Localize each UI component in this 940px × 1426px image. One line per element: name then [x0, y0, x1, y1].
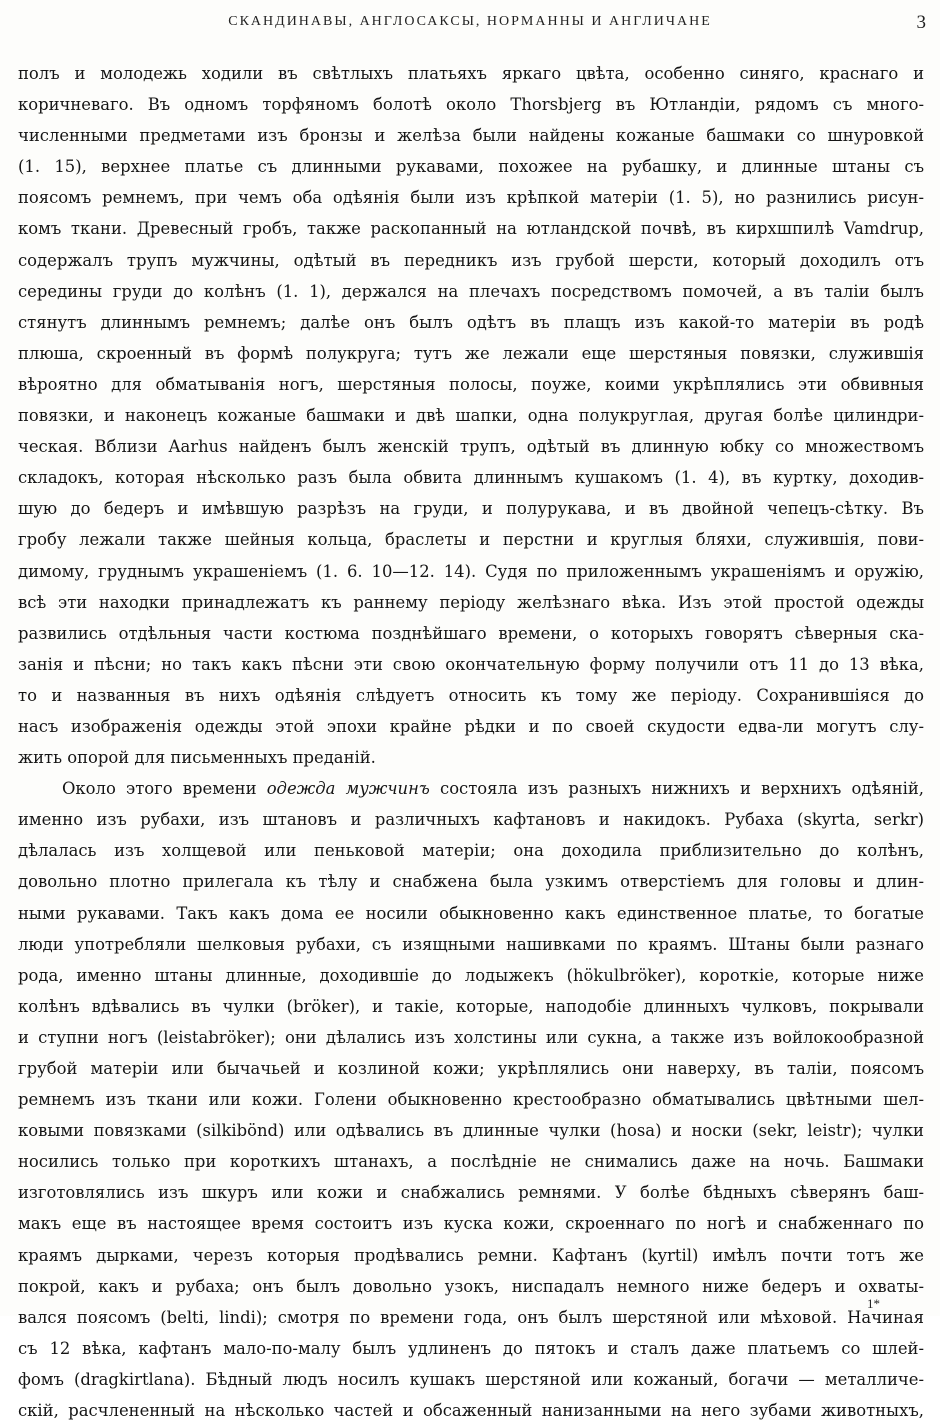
text-line: ковыми повязками (silkibönd) или одѣвались въ длинные чулки (hosa) и носки (sekr, leistr); чулки [18, 1121, 924, 1141]
italic-term: одежда мужчинъ [266, 779, 430, 799]
text-line: повязки, и наконецъ кожаные башмаки и двѣ шапки, одна полукруглая, другая болѣе цилиндри- [18, 406, 924, 426]
text-line: вѣроятно для обматыванія ногъ, шерстяныя полосы, поуже, коими укрѣплялись эти обвивныя [18, 374, 924, 394]
running-title: СКАНДИНАВЫ, АНГЛОСАКСЫ, НОРМАННЫ И АНГЛИЧАНЕ [228, 14, 712, 29]
body-text [18, 58, 924, 1426]
text-line: грубой матеріи или бычачьей и козлиной кожи; укрѣплялись они наверху, въ таліи, поясомъ [18, 1059, 924, 1078]
text-line: (1. 15), верхнее платье съ длинными рукавами, похожее на рубашку, и длинные штаны съ [18, 157, 924, 177]
text-line: съ 12 вѣка, кафтанъ мало-по-малу былъ удлиненъ до пятокъ и сталъ даже платьемъ со шлей- [18, 1338, 924, 1358]
text-line: скій, расчлененный на нѣсколько частей и обсаженный нанизанными на него зубами животныхъ, [18, 1401, 924, 1421]
text-line: макъ еще въ настоящее время состоитъ изъ куска кожи, скроеннаго по ногѣ и снабженнаго по [18, 1214, 924, 1234]
text-line: середины груди до колѣнъ (1. 1), держался на плечахъ посредствомъ помочей, а въ таліи былъ [18, 281, 924, 301]
text-line: колѣнъ вдѣвались въ чулки (bröker), и такіе, которые, наподобіе длинныхъ чулковъ, покрывали [18, 996, 924, 1016]
text-line: то и названныя въ нихъ одѣянія слѣдуетъ относить къ тому же періоду. Сохранившіяся до [18, 685, 924, 705]
text-line: численными предметами изъ бронзы и желѣза были найдены кожаные башмаки со шнуровкой [18, 126, 924, 146]
text-line: и ступни ногъ (leistabröker); они дѣлались изъ холстины или сукна, а также изъ войлокообразной [18, 1027, 924, 1047]
page-number: 3 [916, 12, 926, 33]
text-line: люди употребляли шелковыя рубахи, съ изящными нашивками по краямъ. Штаны были разнаго [18, 934, 924, 954]
text-line: занія и пѣсни; но такъ какъ пѣсни эти свою окончательную форму получили отъ 11 до 13 вѣка, [18, 654, 924, 674]
signature-mark: 1* [867, 1296, 880, 1311]
text-line: развились отдѣльныя части костюма позднѣйшаго времени, о которыхъ говорятъ сѣверныя ска- [18, 623, 924, 643]
text-line: краямъ дырками, черезъ которыя продѣвались ремни. Кафтанъ (kyrtil) имѣлъ почти тотъ же [18, 1245, 924, 1265]
text-line: ными рукавами. Такъ какъ дома ее носили обыкновенно какъ единственное платье, то богатые [18, 903, 924, 923]
text-line: рода, именно штаны длинные, доходившіе до лодыжекъ (hökulbröker), короткіе, которые ниже [18, 965, 924, 985]
paragraph-first-line [18, 773, 924, 804]
text-line: димому, груднымъ украшеніемъ (1. 6. 10—12. 14). Судя по приложеннымъ украшеніямъ и оружію, [18, 561, 924, 581]
text-line: поясомъ ремнемъ, при чемъ оба одѣянія были изъ крѣпкой матеріи (1. 5), но разнились рисун- [18, 188, 924, 208]
text-line: гробу лежали также шейныя кольца, браслеты и перстни и круглыя бляхи, служившія, пови- [18, 530, 924, 550]
text-line: довольно плотно прилегала къ тѣлу и снабжена была узкимъ отверстіемъ для головы и длин- [18, 872, 924, 892]
text-line: фомъ (dragkirtlana). Бѣдный людъ носилъ кушакъ шерстяной или кожаный, богачи — металличе- [18, 1369, 924, 1389]
text-line: жить опорой для письменныхъ преданій. [18, 748, 376, 768]
text-line: комъ ткани. Древесный гробъ, также раскопанный на ютландской почвѣ, въ кирхшпилѣ Vamdrup, [18, 219, 924, 239]
text-line: коричневаго. Въ одномъ торфяномъ болотѣ около Thorsbjerg въ Ютландіи, рядомъ съ много- [18, 95, 924, 115]
text-line: складокъ, которая нѣсколько разъ была обвита длиннымъ кушакомъ (1. 4), въ куртку, доходив- [18, 468, 924, 488]
text-line: дѣлалась изъ холщевой или пеньковой матеріи; она доходила приблизительно до колѣнъ, [18, 841, 924, 861]
text-line: содержалъ трупъ мужчины, одѣтый въ передникъ изъ грубой шерсти, который доходилъ отъ [18, 250, 924, 270]
text-line: покрой, какъ и рубаха; онъ былъ довольно узокъ, ниспадалъ немного ниже бедеръ и охваты- [18, 1276, 924, 1296]
text-line: именно изъ рубахи, изъ штановъ и различныхъ кафтановъ и накидокъ. Рубаха (skyrta, serkr) [18, 810, 924, 830]
running-head [0, 12, 940, 38]
text-line: ческая. Вблизи Aarhus найденъ былъ женскій трупъ, одѣтый въ длинную юбку со множествомъ [18, 437, 924, 457]
text-line: полъ и молодежь ходили въ свѣтлыхъ платьяхъ яркаго цвѣта, особенно синяго, краснаго и [18, 64, 924, 83]
text-line: насъ изображенія одежды этой эпохи крайне рѣдки и по своей скудости едва-ли могутъ слу- [18, 716, 924, 736]
text-run: Около этого времени [62, 779, 267, 799]
text-line: изготовлялись изъ шкуръ или кожи и снабжались ремнями. У болѣе бѣдныхъ сѣверянъ баш- [18, 1183, 924, 1203]
text-line: носились только при короткихъ штанахъ, а послѣдніе не снимались даже на ночь. Башмаки [18, 1152, 924, 1172]
text-line: шую до бедеръ и имѣвшую разрѣзъ на груди, и полурукава, и въ двойной чепецъ-сѣтку. Въ [18, 499, 924, 519]
text-line: всѣ эти находки принадлежатъ къ раннему періоду желѣзнаго вѣка. Изъ этой простой одежды [18, 592, 924, 612]
text-line: вался поясомъ (belti, lindi); смотря по времени года, онъ былъ шерстяной или мѣховой. Начиная [18, 1307, 924, 1327]
text-run: состояла изъ разныхъ нижнихъ и верхнихъ одѣяній, [429, 779, 924, 799]
text-line: плюша, скроенный въ формѣ полукруга; тутъ же лежали еще шерстяныя повязки, служившія [18, 343, 924, 363]
text-line: стянутъ длиннымъ ремнемъ; далѣе онъ былъ одѣтъ въ плащъ изъ какой-то матеріи въ родѣ [18, 312, 924, 332]
text-line: ремнемъ изъ ткани или кожи. Голени обыкновенно крестообразно обматывались цвѣтными шел- [18, 1090, 924, 1110]
